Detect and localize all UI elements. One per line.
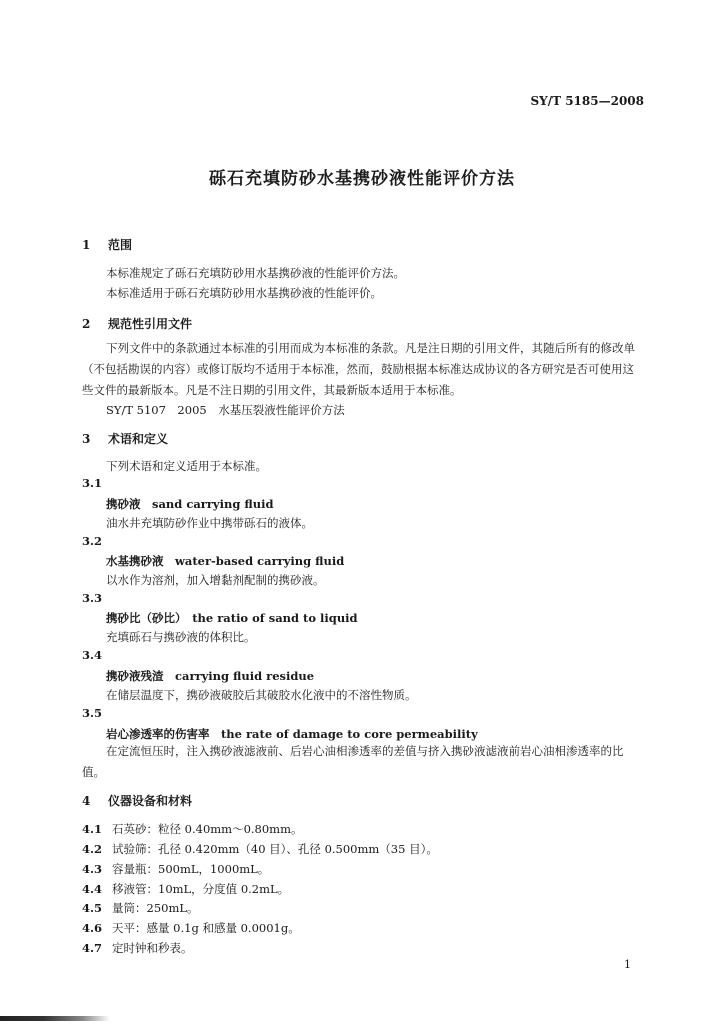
term-title: 携砂液 sand carrying fluid: [106, 497, 274, 511]
section-2-paragraph: 下列文件中的条款通过本标准的引用而成为本标准的条款。凡是注日期的引用文件，其随后所有的修改单（不包括勘误的内容）或修订版均不适用于本标准，然而，鼓励根据本标准达成协议的各方研究是否可使用这些文件的最新版本。凡是不注日期的引用文件，其最新版本适用于本标准。: [82, 341, 635, 397]
term-definition: 充填砾石与携砂液的体积比。: [106, 630, 256, 644]
item-text: 定时钟和秒表。: [112, 941, 193, 955]
item-number: 4.5: [82, 901, 103, 915]
list-item: [82, 940, 193, 956]
section-number: 3: [82, 432, 91, 446]
section-number: 1: [82, 238, 91, 252]
item-number: 4.4: [82, 882, 103, 896]
item-number: 4.6: [82, 921, 103, 935]
section-2-heading: [82, 315, 192, 332]
section-1-paragraph-2: 本标准适用于砾石充填防砂用水基携砂液的性能评价。: [106, 286, 382, 300]
list-item: [82, 920, 300, 936]
list-item: [82, 841, 438, 857]
item-text: 量筒：250mL。: [112, 901, 199, 915]
scan-edge-mark: [0, 1016, 110, 1021]
item-number: 4.7: [82, 941, 103, 955]
page-title: 砾石充填防砂水基携砂液性能评价方法: [209, 169, 515, 189]
item-text: 石英砂：粒径 0.40mm～0.80mm。: [112, 822, 303, 836]
term-title: 水基携砂液 water-based carrying fluid: [106, 554, 345, 568]
item-number: 4.1: [82, 822, 103, 836]
section-1-heading: [82, 236, 132, 253]
list-item: [82, 900, 199, 916]
list-item: [82, 861, 269, 877]
section-title: 仪器设备和材料: [108, 794, 193, 808]
item-number: 4.2: [82, 842, 103, 856]
list-item: [82, 821, 303, 837]
term-number: 3.2: [82, 534, 103, 548]
item-text: 容量瓶：500mL，1000mL。: [112, 862, 270, 876]
normative-reference: SY/T 5107 2005 水基压裂液性能评价方法: [106, 403, 345, 417]
term-number: 3.5: [82, 706, 103, 720]
section-3-intro: 下列术语和定义适用于本标准。: [106, 459, 267, 473]
item-number: 4.3: [82, 862, 103, 876]
term-number: 3.4: [82, 648, 103, 662]
section-title: 规范性引用文件: [108, 317, 193, 331]
term-title: 岩心渗透率的伤害率 the rate of damage to core permeability: [106, 727, 478, 741]
section-number: 4: [82, 794, 91, 808]
section-number: 2: [82, 317, 91, 331]
term-definition: 在储层温度下，携砂液破胶后其破胶水化液中的不溶性物质。: [106, 688, 417, 702]
list-item: [82, 881, 289, 897]
term-number: 3.3: [82, 591, 103, 605]
section-4-heading: [82, 792, 192, 809]
term-definition: 油水井充填防砂作业中携带砾石的液体。: [106, 516, 313, 530]
section-title: 术语和定义: [108, 432, 169, 446]
item-text: 天平：感量 0.1g 和感量 0.0001g。: [112, 921, 300, 935]
term-definition: 在定流恒压时，注入携砂液滤液前、后岩心油相渗透率的差值与挤入携砂液滤液前岩心油相渗透率的比值。: [82, 744, 624, 779]
section-title: 范围: [108, 238, 133, 252]
term-title: 携砂液残渣 carrying fluid residue: [106, 669, 315, 683]
item-text: 试验筛：孔径 0.420mm（40 目）、孔径 0.500mm（35 目）。: [112, 842, 438, 856]
term-number: 3.1: [82, 476, 103, 490]
term-definition: 以水作为溶剂，加入增黏剂配制的携砂液。: [106, 573, 325, 587]
term-title: 携砂比（砂比） the ratio of sand to liquid: [106, 611, 358, 625]
item-text: 移液管：10mL，分度值 0.2mL。: [112, 882, 290, 896]
section-1-paragraph-1: 本标准规定了砾石充填防砂用水基携砂液的性能评价方法。: [106, 266, 405, 280]
section-3-heading: [82, 430, 168, 447]
standard-code: SY/T 5185—2008: [530, 94, 644, 108]
page-number: 1: [624, 958, 631, 971]
